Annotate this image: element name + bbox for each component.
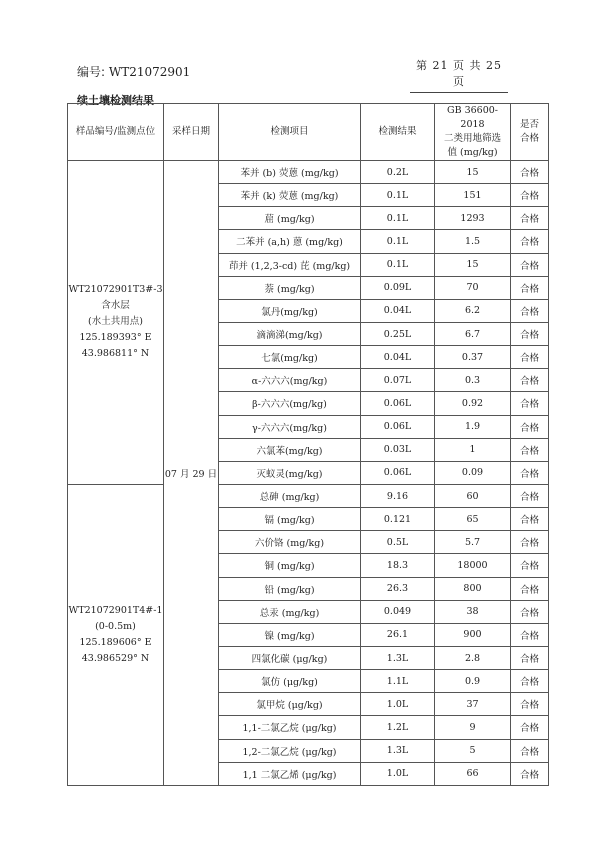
conformity-cell: 合格: [511, 161, 549, 184]
page-indicator: 第 21 页 共 25 页: [410, 57, 508, 93]
conformity-cell: 合格: [511, 554, 549, 577]
sample-id-line: WT21072901T3#-3: [68, 284, 163, 296]
table-row: [68, 161, 549, 184]
test-item-cell: 滴滴涕(mg/kg): [219, 322, 361, 345]
test-item-cell: 氯甲烷 (μg/kg): [219, 693, 361, 716]
test-item-cell: 萘 (mg/kg): [219, 276, 361, 299]
standard-value-cell: 15: [435, 253, 511, 276]
test-item-cell: 䓛 (mg/kg): [219, 207, 361, 230]
standard-value-cell: 0.9: [435, 670, 511, 693]
sample-id-line: WT21072901T4#-1: [68, 604, 163, 616]
result-cell: 1.2L: [361, 716, 435, 739]
standard-value-cell: 18000: [435, 554, 511, 577]
standard-value-cell: 66: [435, 762, 511, 785]
conformity-cell: 合格: [511, 461, 549, 484]
conformity-cell: 合格: [511, 184, 549, 207]
test-item-cell: 氯丹(mg/kg): [219, 299, 361, 322]
sampling-date-cell: 07 月 29 日: [164, 161, 219, 786]
test-item-cell: 四氯化碳 (μg/kg): [219, 646, 361, 669]
standard-value-cell: 6.2: [435, 299, 511, 322]
standard-value-cell: 15: [435, 161, 511, 184]
conformity-cell: 合格: [511, 577, 549, 600]
standard-value-cell: 9: [435, 716, 511, 739]
conformity-cell: 合格: [511, 299, 549, 322]
result-cell: 0.1L: [361, 230, 435, 253]
result-cell: 0.07L: [361, 369, 435, 392]
test-item-cell: 茚并 (1,2,3-cd) 芘 (mg/kg): [219, 253, 361, 276]
sample-id-line: 43.986529° N: [81, 652, 150, 664]
sample-id-line: 43.986811° N: [81, 348, 150, 360]
test-item-cell: 总汞 (mg/kg): [219, 600, 361, 623]
standard-value-cell: 151: [435, 184, 511, 207]
standard-value-cell: 5.7: [435, 531, 511, 554]
conformity-cell: 合格: [511, 276, 549, 299]
conformity-cell: 合格: [511, 207, 549, 230]
conformity-cell: 合格: [511, 484, 549, 507]
standard-value-cell: 1293: [435, 207, 511, 230]
conformity-cell: 合格: [511, 369, 549, 392]
results-table: [67, 103, 549, 786]
sample-id-line: (水土共用点): [88, 316, 143, 328]
test-item-cell: 六价铬 (mg/kg): [219, 531, 361, 554]
col-header-standard: [435, 104, 511, 161]
standard-value-cell: 5: [435, 739, 511, 762]
conformity-cell: 合格: [511, 646, 549, 669]
document-number-value: WT21072901: [108, 65, 191, 79]
result-cell: 0.1L: [361, 253, 435, 276]
result-cell: 0.5L: [361, 531, 435, 554]
standard-value-cell: 0.3: [435, 369, 511, 392]
document-number-label: 编号:: [77, 65, 106, 79]
result-cell: 1.0L: [361, 693, 435, 716]
conformity-cell: 合格: [511, 623, 549, 646]
col-header-conformity-line1: 是否: [519, 119, 539, 130]
col-header-item: 检测项目: [219, 104, 361, 161]
result-cell: 0.09L: [361, 276, 435, 299]
result-cell: 0.04L: [361, 299, 435, 322]
test-item-cell: 镍 (mg/kg): [219, 623, 361, 646]
test-item-cell: 六氯苯(mg/kg): [219, 438, 361, 461]
standard-value-cell: 1.9: [435, 415, 511, 438]
col-header-standard-line2: 二类用地筛选: [443, 133, 501, 144]
result-cell: 1.0L: [361, 762, 435, 785]
standard-value-cell: 6.7: [435, 322, 511, 345]
col-header-standard-line3: 值 (mg/kg): [447, 147, 498, 158]
conformity-cell: 合格: [511, 508, 549, 531]
test-item-cell: 苯并 (b) 荧蒽 (mg/kg): [219, 161, 361, 184]
sample-id-cell: [68, 484, 164, 785]
test-item-cell: 1,1 二氯乙烯 (μg/kg): [219, 762, 361, 785]
result-cell: 0.25L: [361, 322, 435, 345]
result-cell: 0.06L: [361, 392, 435, 415]
result-cell: 0.04L: [361, 346, 435, 369]
result-cell: 0.049: [361, 600, 435, 623]
standard-value-cell: 70: [435, 276, 511, 299]
table-body: [68, 161, 549, 786]
table-header-row: [68, 104, 549, 161]
sample-id-cell: [68, 161, 164, 485]
result-cell: 0.2L: [361, 161, 435, 184]
standard-value-cell: 0.92: [435, 392, 511, 415]
standard-value-cell: 800: [435, 577, 511, 600]
test-item-cell: 总砷 (mg/kg): [219, 484, 361, 507]
col-header-conformity-line2: 合格: [519, 133, 539, 144]
result-cell: 0.1L: [361, 184, 435, 207]
result-cell: 0.06L: [361, 461, 435, 484]
result-cell: 0.03L: [361, 438, 435, 461]
standard-value-cell: 60: [435, 484, 511, 507]
test-item-cell: α-六六六(mg/kg): [219, 369, 361, 392]
conformity-cell: 合格: [511, 716, 549, 739]
document-number: [77, 63, 190, 80]
conformity-cell: 合格: [511, 438, 549, 461]
col-header-sample: 样品编号/监测点位: [68, 104, 164, 161]
conformity-cell: 合格: [511, 392, 549, 415]
conformity-cell: 合格: [511, 600, 549, 623]
test-item-cell: 1,1-二氯乙烷 (μg/kg): [219, 716, 361, 739]
table-row: [68, 484, 549, 507]
standard-value-cell: 1.5: [435, 230, 511, 253]
col-header-date: 采样日期: [164, 104, 219, 161]
col-header-result: 检测结果: [361, 104, 435, 161]
test-item-cell: 灭蚁灵(mg/kg): [219, 461, 361, 484]
standard-value-cell: 65: [435, 508, 511, 531]
test-item-cell: 苯并 (k) 荧蒽 (mg/kg): [219, 184, 361, 207]
sample-id-line: 含水层: [101, 300, 130, 312]
test-item-cell: 铜 (mg/kg): [219, 554, 361, 577]
test-item-cell: 铅 (mg/kg): [219, 577, 361, 600]
result-cell: 0.1L: [361, 207, 435, 230]
result-cell: 1.3L: [361, 646, 435, 669]
result-cell: 18.3: [361, 554, 435, 577]
conformity-cell: 合格: [511, 230, 549, 253]
sample-id-line: (0-0.5m): [95, 620, 136, 632]
conformity-cell: 合格: [511, 762, 549, 785]
conformity-cell: 合格: [511, 670, 549, 693]
test-item-cell: 二苯并 (a,h) 蒽 (mg/kg): [219, 230, 361, 253]
result-cell: 1.1L: [361, 670, 435, 693]
section-title: 续土壤检测结果: [77, 94, 154, 107]
conformity-cell: 合格: [511, 253, 549, 276]
standard-value-cell: 900: [435, 623, 511, 646]
result-cell: 9.16: [361, 484, 435, 507]
sample-id-line: 125.189606° E: [79, 636, 152, 648]
conformity-cell: 合格: [511, 415, 549, 438]
conformity-cell: 合格: [511, 322, 549, 345]
standard-value-cell: 0.09: [435, 461, 511, 484]
test-item-cell: 氯仿 (μg/kg): [219, 670, 361, 693]
standard-value-cell: 38: [435, 600, 511, 623]
result-cell: 1.3L: [361, 739, 435, 762]
conformity-cell: 合格: [511, 346, 549, 369]
standard-value-cell: 1: [435, 438, 511, 461]
col-header-standard-line1: GB 36600-2018: [446, 105, 499, 130]
test-item-cell: 镉 (mg/kg): [219, 508, 361, 531]
result-cell: 0.06L: [361, 415, 435, 438]
test-item-cell: 1,2-二氯乙烷 (μg/kg): [219, 739, 361, 762]
standard-value-cell: 37: [435, 693, 511, 716]
standard-value-cell: 2.8: [435, 646, 511, 669]
test-item-cell: γ-六六六(mg/kg): [219, 415, 361, 438]
conformity-cell: 合格: [511, 739, 549, 762]
conformity-cell: 合格: [511, 531, 549, 554]
result-cell: 0.121: [361, 508, 435, 531]
result-cell: 26.1: [361, 623, 435, 646]
test-item-cell: 七氯(mg/kg): [219, 346, 361, 369]
result-cell: 26.3: [361, 577, 435, 600]
sample-id-line: 125.189393° E: [79, 332, 152, 344]
standard-value-cell: 0.37: [435, 346, 511, 369]
test-item-cell: β-六六六(mg/kg): [219, 392, 361, 415]
col-header-conformity: [511, 104, 549, 161]
conformity-cell: 合格: [511, 693, 549, 716]
